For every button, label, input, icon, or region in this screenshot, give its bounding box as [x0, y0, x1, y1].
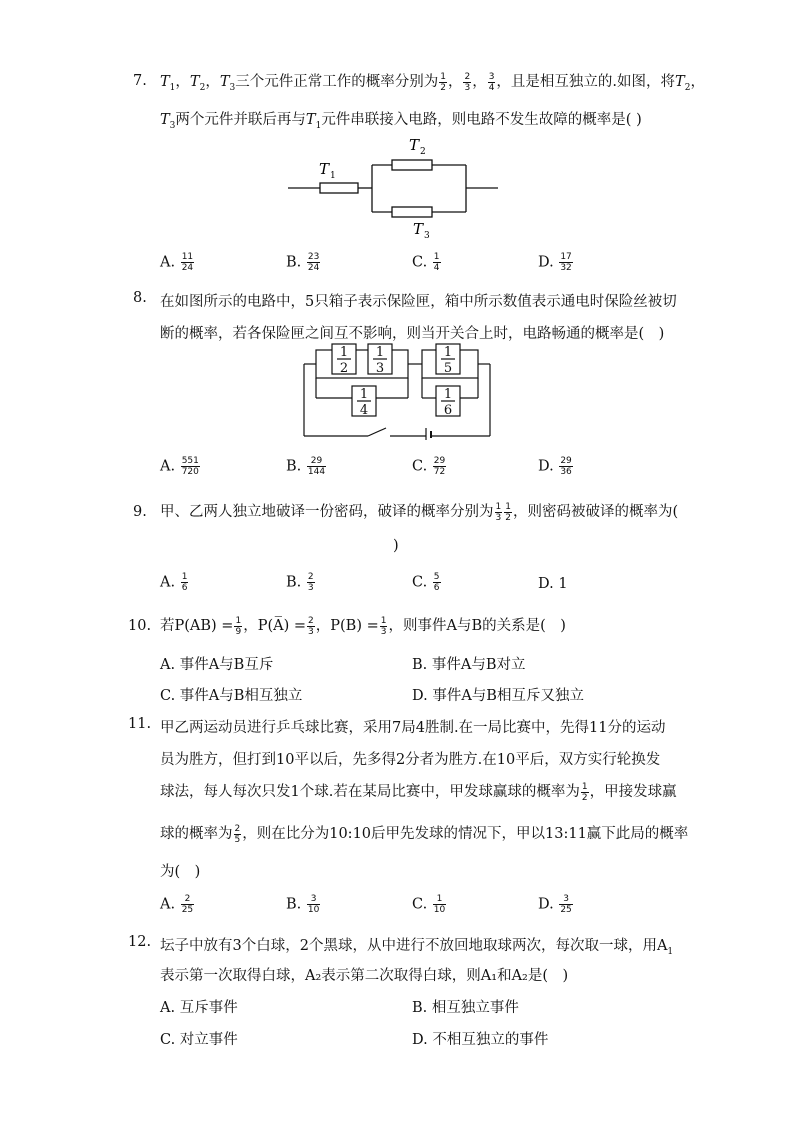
- option-c[interactable]: C. 对立事件: [160, 1032, 238, 1048]
- option-d[interactable]: D. $\frac{17}{32}$: [538, 252, 572, 273]
- option-a[interactable]: A. $\frac{1}{6}$: [160, 572, 188, 593]
- question-12-line-2: 表示第一次取得白球，A₂表示第二次取得白球，则A₁和A₂是( ): [160, 968, 569, 984]
- question-number: 7.: [133, 73, 147, 89]
- question-11-line-3: 球法，每人每次只发1个球.若在某局比赛中，甲发球赢球的概率为 $\frac{1}{2}$ ，甲接发球赢: [160, 781, 677, 803]
- option-a[interactable]: A. $\frac{2}{25}$: [160, 894, 194, 915]
- t2-label: T: [409, 136, 420, 154]
- svg-text:2: 2: [420, 147, 426, 157]
- option-a[interactable]: A. 互斥事件: [160, 1000, 238, 1016]
- question-7-line-1: $T_1$，$T_2$，$T_3$三个元件正常工作的概率分别为 $\frac{1}{2}$ ， $\frac{2}{3}$ ， $\frac{3}{4}$ ，且是相互独立的.如图，将$T_2$，: [160, 71, 705, 93]
- option-d[interactable]: D. 1: [538, 576, 568, 592]
- option-c[interactable]: C. 事件A与B相互独立: [160, 688, 303, 704]
- option-d[interactable]: D. $\frac{29}{36}$: [538, 456, 572, 477]
- option-d[interactable]: D. $\frac{3}{25}$: [538, 894, 572, 915]
- option-c[interactable]: C. $\frac{1}{10}$: [412, 894, 446, 915]
- svg-text:1: 1: [359, 387, 369, 402]
- fraction: $\frac{2}{3}$: [464, 71, 471, 93]
- question-number: 11.: [128, 716, 152, 732]
- fraction: $\frac{1}{2}$: [440, 71, 446, 93]
- question-11-line-1: 甲乙两运动员进行乒乓球比赛，采用7局4胜制.在一局比赛中，先得11分的运动: [160, 720, 666, 736]
- question-number: 8.: [133, 290, 147, 306]
- question-number: 9.: [133, 504, 147, 520]
- question-12-line-1: 坛子中放有3个白球，2个黑球，从中进行不放回地取球两次，每次取一球，用$A_1$: [160, 938, 674, 957]
- question-8-line-2: 断的概率，若各保险匣之间互不影响，则当开关合上时，电路畅通的概率是( ): [160, 326, 665, 342]
- svg-text:1: 1: [375, 345, 385, 360]
- option-b[interactable]: B. $\frac{23}{24}$: [286, 252, 320, 273]
- t1-label: T: [319, 160, 330, 178]
- svg-text:1: 1: [330, 171, 336, 181]
- t1-resistor: [320, 183, 358, 193]
- series-parallel-circuit-diagram: [280, 130, 510, 245]
- svg-text:3: 3: [424, 231, 430, 241]
- option-a[interactable]: A. 事件A与B互斥: [160, 657, 274, 673]
- fuse-circuit-diagram: [296, 342, 496, 440]
- svg-text:1: 1: [443, 387, 453, 402]
- svg-text:1: 1: [339, 345, 349, 360]
- t3-label: T: [413, 220, 424, 238]
- option-a[interactable]: A. $\frac{551}{720}$: [160, 456, 199, 477]
- question-7-line-2: $T_3$两个元件并联后再与$T_1$元件串联接入电路，则电路不发生故障的概率是( ): [160, 112, 642, 131]
- question-11-line-2: 员为胜方，但打到10平以后，先多得2分者为胜方.在10平后，双方实行轮换发: [160, 752, 661, 768]
- svg-text:2: 2: [339, 361, 349, 376]
- svg-text:6: 6: [443, 403, 453, 418]
- option-a[interactable]: A. $\frac{11}{24}$: [160, 252, 194, 273]
- left-parallel-frame: [316, 350, 408, 378]
- svg-text:3: 3: [375, 361, 385, 376]
- option-c[interactable]: C. $\frac{29}{72}$: [412, 456, 446, 477]
- t2-resistor: [392, 160, 432, 170]
- question-8-line-1: 在如图所示的电路中，5只箱子表示保险匣，箱中所示数值表示通电时保险丝被切: [160, 294, 677, 310]
- fraction: $\frac{3}{4}$: [488, 71, 495, 93]
- option-d[interactable]: D. 事件A与B相互斥又独立: [412, 688, 584, 704]
- question-number: 10.: [128, 618, 152, 634]
- option-c[interactable]: C. $\frac{1}{4}$: [412, 252, 440, 273]
- closing-paren: ): [393, 538, 399, 554]
- option-b[interactable]: B. 相互独立事件: [412, 1000, 519, 1016]
- question-10-line-1: 若P(AB) = $\frac{1}{9}$ ，P(A̅) = $\frac{2}{3}$ ，P(B) = $\frac{1}{3}$ ，则事件A与B的关系是( ): [160, 615, 566, 637]
- t3-resistor: [392, 207, 432, 217]
- svg-text:5: 5: [443, 361, 453, 376]
- question-11-line-5: 为( ): [160, 864, 201, 880]
- question-9-line-1: 甲、乙两人独立地破译一份密码，破译的概率分别为 $\frac{1}{3}$ $\frac{1}{2}$ ，则密码被破译的概率为(: [160, 501, 679, 523]
- option-b[interactable]: B. $\frac{29}{144}$: [286, 456, 326, 477]
- option-b[interactable]: B. $\frac{2}{3}$: [286, 572, 314, 593]
- switch: [368, 428, 386, 436]
- svg-text:4: 4: [359, 403, 369, 418]
- option-b[interactable]: B. $\frac{3}{10}$: [286, 894, 320, 915]
- question-11-line-4: 球的概率为 $\frac{2}{5}$ ，则在比分为10:10后甲先发球的情况下，甲以13:11赢下此局的概率: [160, 823, 689, 845]
- question-number: 12.: [128, 934, 152, 950]
- svg-text:1: 1: [443, 345, 453, 360]
- option-c[interactable]: C. $\frac{5}{6}$: [412, 572, 440, 593]
- option-b[interactable]: B. 事件A与B对立: [412, 657, 526, 673]
- option-d[interactable]: D. 不相互独立的事件: [412, 1032, 549, 1048]
